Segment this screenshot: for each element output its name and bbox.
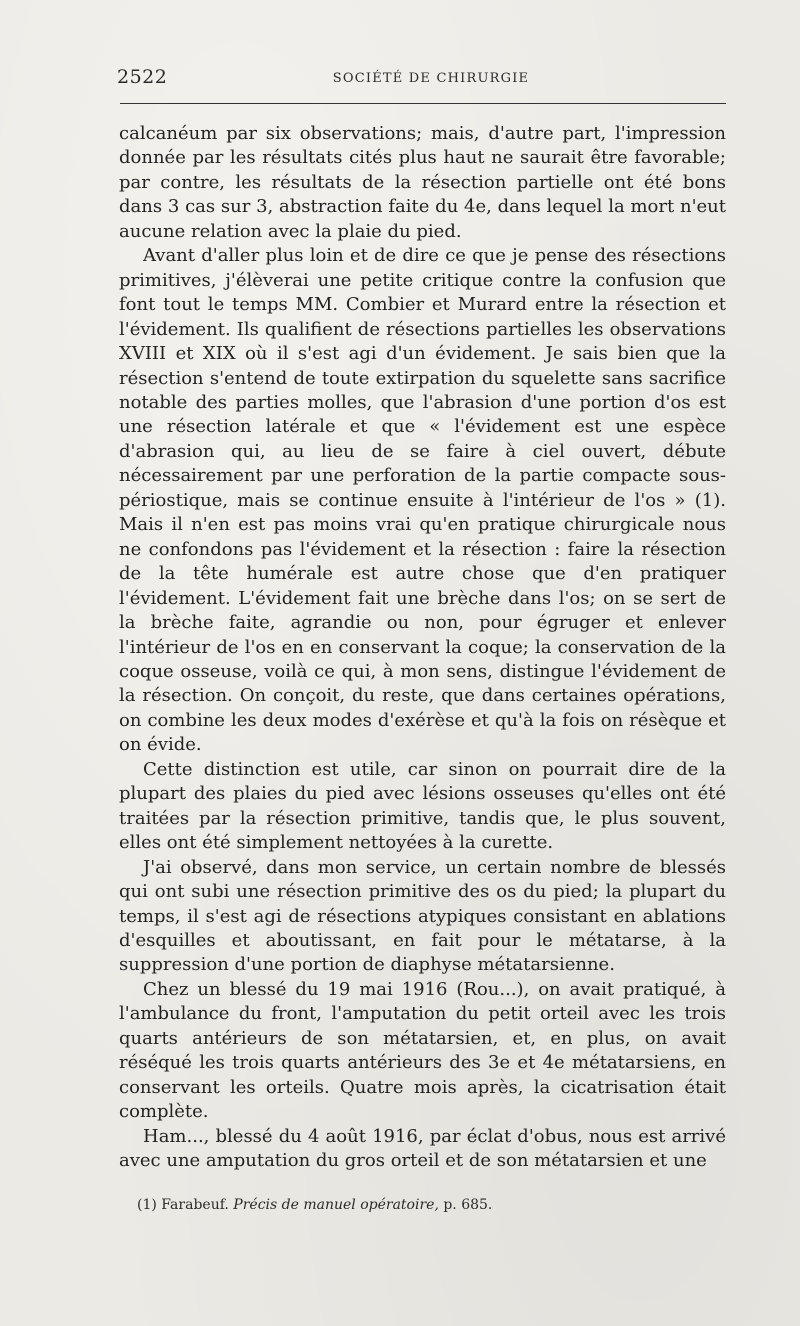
- page-number: 2522: [117, 66, 168, 88]
- paragraph: Ham..., blessé du 4 août 1916, par éclat d'obus, nous est arrivé avec une amputation du gros orteil et de son métatarsien et une: [119, 1125, 726, 1172]
- paragraph: Chez un blessé du 19 mai 1916 (Rou...), on avait pratiqué, à l'ambulance du front, l'amputation du petit orteil avec les trois quarts antérieurs de son métatarsien, et, en plus, on avait réséqué les trois quarts antérieurs des 3e et 4e métatarsiens, en conservant les orteils. Quatre mois après, la cicatrisation était complète.: [119, 978, 726, 1123]
- body-text: [119, 122, 726, 1173]
- footnote-title: Précis de manuel opératoire,: [233, 1197, 439, 1213]
- paragraph: Cette distinction est utile, car sinon on pourrait dire de la plupart des plaies du pied avec lésions osseuses qu'elles ont été traitées par la résection primitive, tandis que, le plus souvent, elles ont été simplement nettoyées à la curette.: [119, 758, 726, 854]
- footnote-author: Farabeuf.: [161, 1197, 229, 1213]
- paragraph: J'ai observé, dans mon service, un certain nombre de blessés qui ont subi une résection primitive des os du pied; la plupart du temps, il s'est agi de résections atypiques consistant en ablations d'esquilles et aboutissant, en fait pour le métatarse, à la suppression d'une portion de diaphyse métatarsienne.: [119, 856, 726, 976]
- footnote-page: p. 685.: [443, 1197, 493, 1213]
- page-header: [117, 66, 727, 92]
- paragraph: calcanéum par six observations; mais, d'autre part, l'impression donnée par les résultats cités plus haut ne saurait être favorable; par contre, les résultats de la résection partielle ont été bons dans 3 cas sur 3, abstraction faite du 4e, dans lequel la mort n'eut aucune relation avec la plaie du pied.: [119, 123, 726, 242]
- footnote: [137, 1196, 727, 1214]
- footnote-marker: (1): [137, 1197, 157, 1213]
- running-head: SOCIÉTÉ DE CHIRURGIE: [332, 71, 530, 86]
- header-rule: [120, 103, 726, 104]
- paragraph: Avant d'aller plus loin et de dire ce que je pense des résections primitives, j'élèverai une petite critique contre la confusion que font tout le temps MM. Combier et Murard entre la résection et l'évidement. Ils qualifient de résections partielles les observations XVIII et XIX où il s'est agi d'un évidement. Je sais bien que la résection s'entend de toute extirpation du squelette sans sacrifice notable des parties molles, que l'abrasion d'une portion d'os est une résection latérale et que « l'évidement est une espèce d'abrasion qui, au lieu de se faire à ciel ouvert, débute nécessairement par une perforation de la partie compacte sous-périostique, mais se continue ensuite à l'intérieur de l'os » (1). Mais il n'en est pas moins vrai qu'en pratique chirurgicale nous ne confondons pas l'évidement et la résection : faire la résection de la tête humérale est autre chose que d'en pratiquer l'évidement. L'évidement fait une brèche dans l'os; on se sert de la brèche faite, agrandie ou non, pour égruger et enlever l'intérieur de l'os en en conservant la coque; la conservation de la coque osseuse, voilà ce qui, à mon sens, distingue l'évidement de la résection. On conçoit, du reste, que dans certaines opérations, on combine les deux modes d'exérèse et qu'à la fois on résèque et on évide.: [119, 245, 726, 756]
